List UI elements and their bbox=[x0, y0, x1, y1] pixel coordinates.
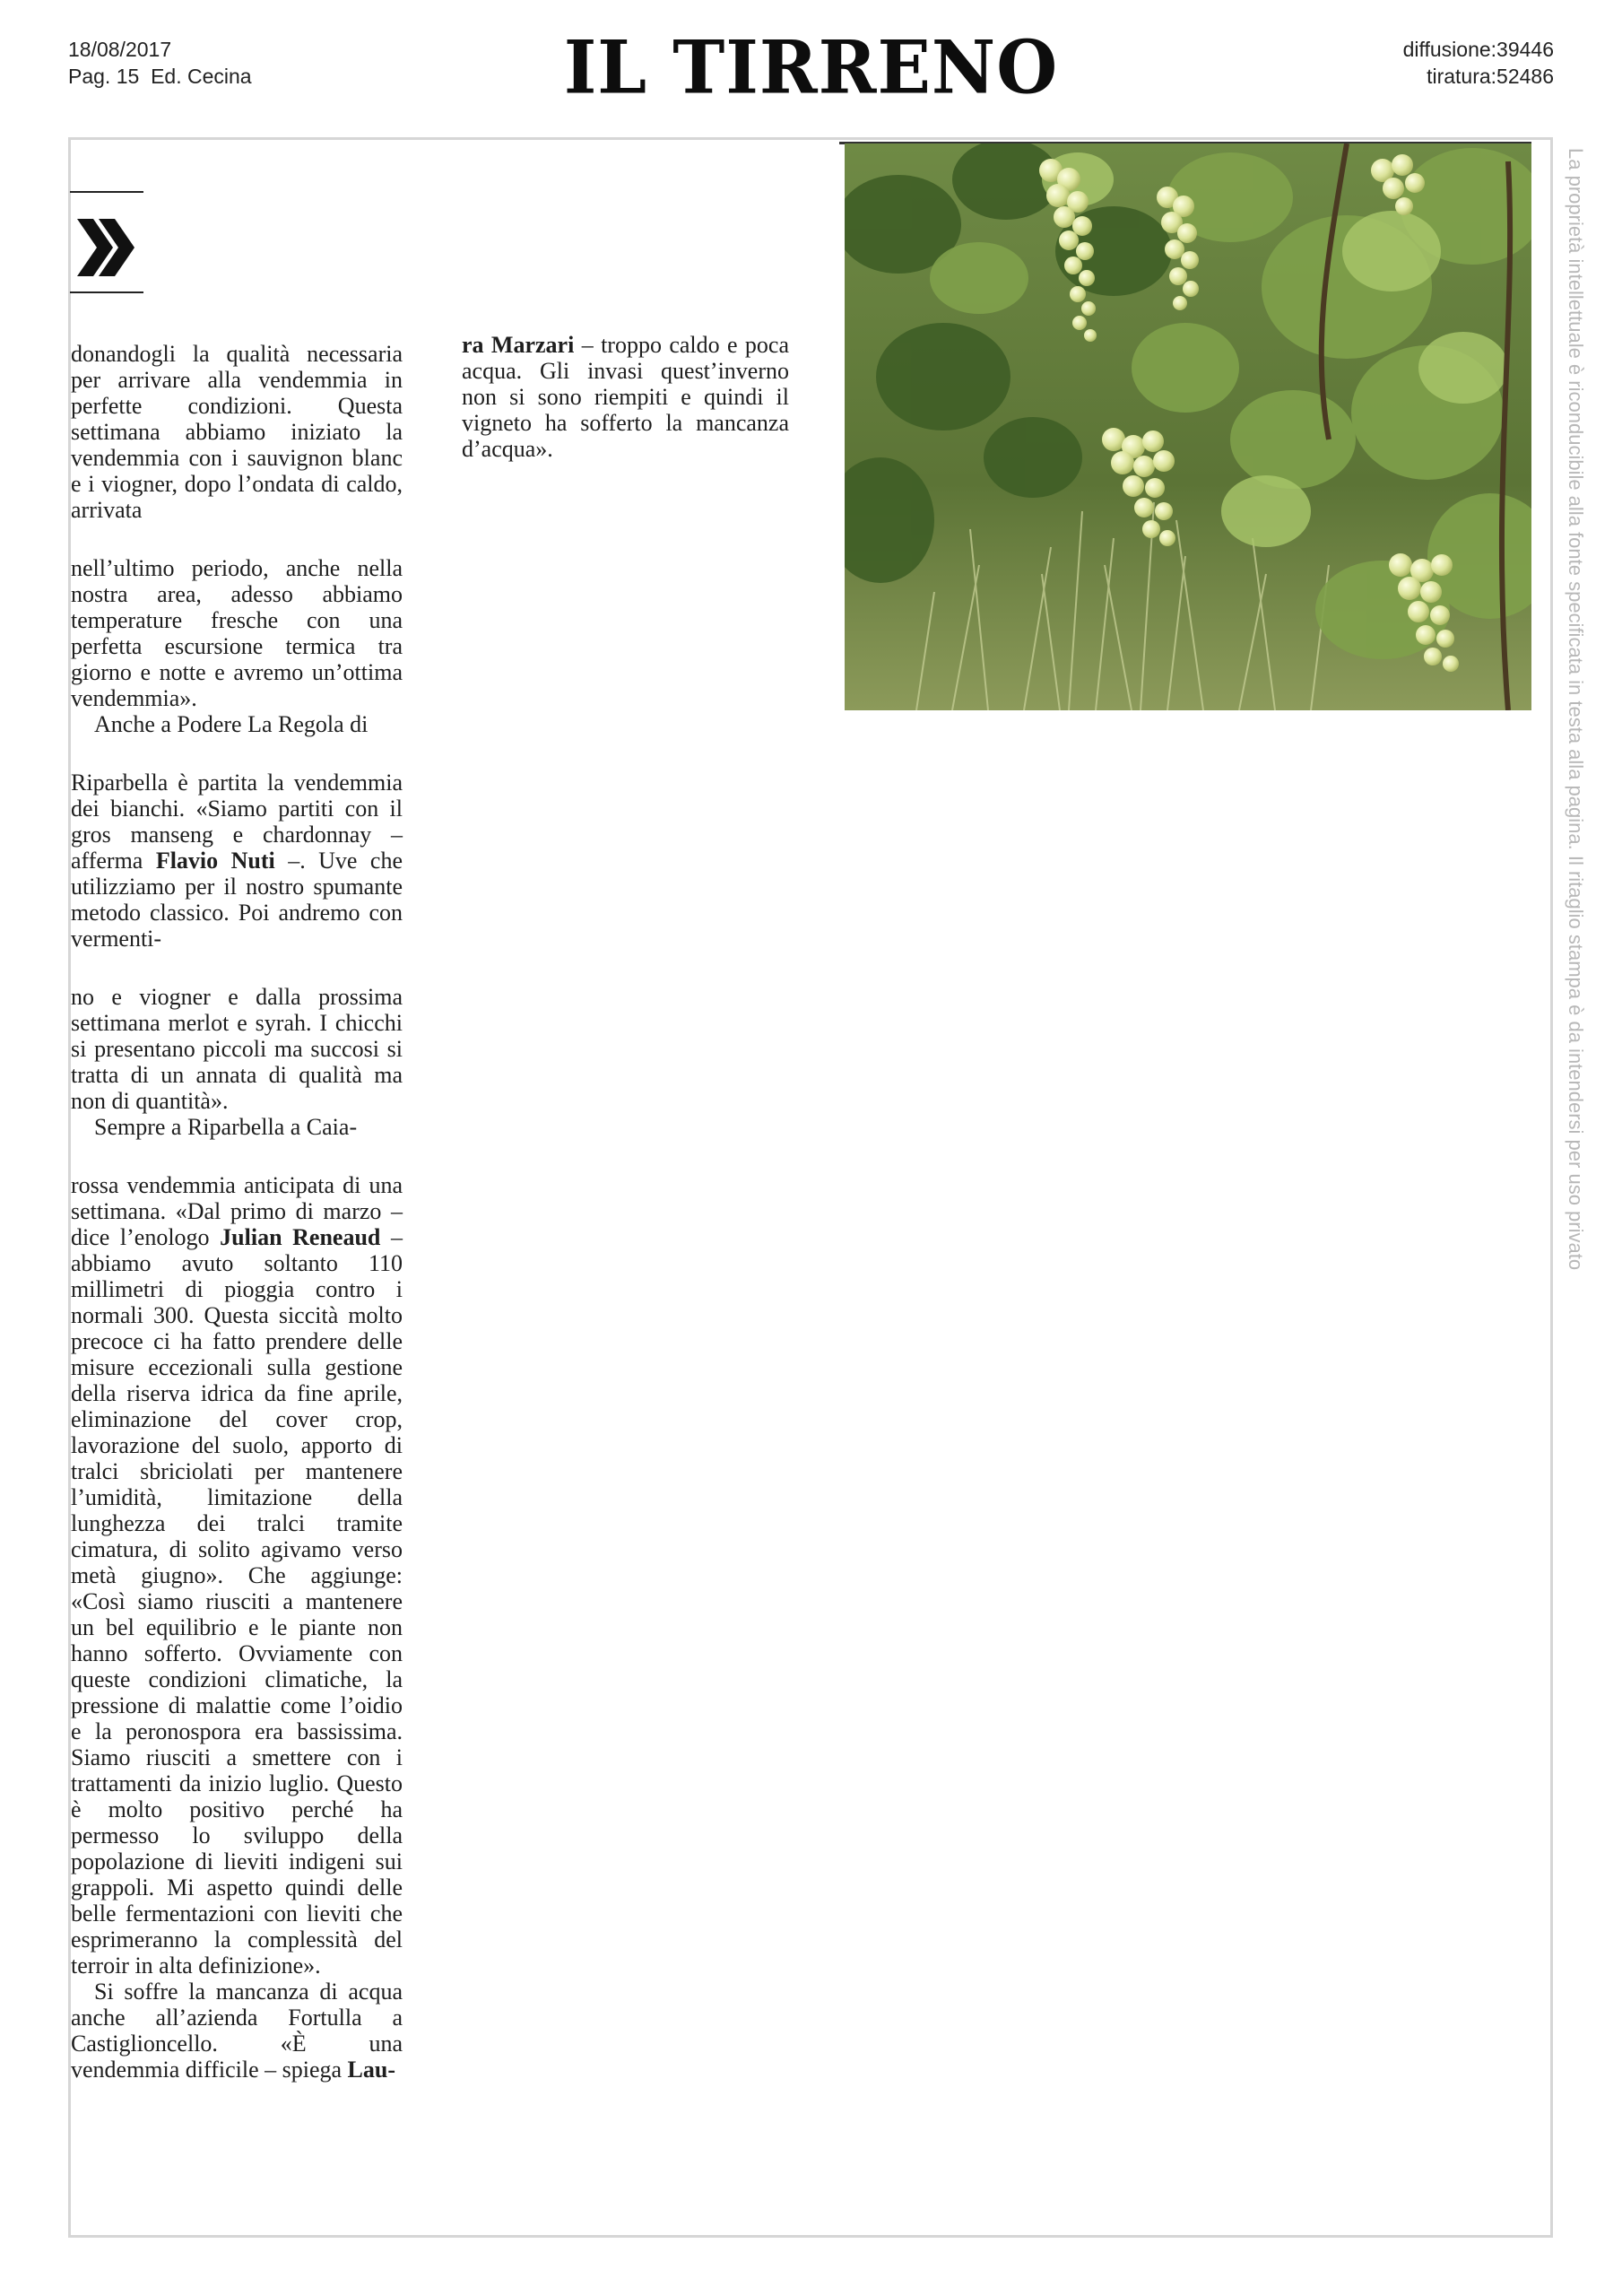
copyright-side-note bbox=[1562, 148, 1589, 1404]
person-name: Lau- bbox=[347, 2057, 396, 2083]
article-column-1 bbox=[71, 341, 403, 2083]
header-page: Pag. 15 bbox=[68, 65, 140, 88]
article-paragraph bbox=[71, 1979, 403, 2083]
double-chevron-right-icon bbox=[75, 215, 136, 280]
text-run: –. Uve che utilizziamo per il nostro spumante metodo classico. Poi andremo con vermenti- bbox=[71, 848, 403, 952]
marker-rule-top bbox=[70, 191, 143, 193]
article-column-2 bbox=[462, 332, 789, 462]
header-date: 18/08/2017 bbox=[68, 38, 172, 61]
grapevine-illustration bbox=[845, 144, 1531, 710]
article-paragraph bbox=[462, 332, 789, 462]
header-right bbox=[1403, 36, 1554, 90]
header-tiratura: tiratura:52486 bbox=[1427, 65, 1554, 88]
text-run: Riparbella è partita la vendemmia dei bianchi. «Siamo partiti con il gros manseng e chardonnay – afferma bbox=[71, 770, 403, 874]
person-name: Julian Reneaud bbox=[220, 1224, 381, 1250]
article-paragraph bbox=[71, 1172, 403, 1979]
text-run: rossa vendemmia anticipata di una settimana. «Dal primo di marzo – dice l’enologo bbox=[71, 1172, 403, 1250]
text-run: – troppo caldo e poca acqua. Gli invasi quest’inverno non si sono riempiti e quindi il vigneto ha sofferto la mancanza d’acqua». bbox=[462, 332, 789, 462]
header-edition: Ed. Cecina bbox=[151, 65, 252, 88]
article-paragraph: nell’ultimo periodo, anche nella nostra area, adesso abbiamo temperature fresche con una perfetta escursione termica tra giorno e notte e avremo un’ottima vendemmia». bbox=[71, 555, 403, 711]
header-diffusione: diffusione:39446 bbox=[1402, 38, 1554, 61]
newspaper-masthead: IL TIRRENO bbox=[563, 24, 1059, 111]
article-paragraph: donandogli la qualità necessaria per arrivare alla vendemmia in perfette condizioni. Questa settimana abbiamo iniziato la vendemmia con i sauvignon blanc e i viogner, dopo l’ondata di caldo, arrivata bbox=[71, 341, 403, 523]
copyright-text: La proprietà intellettuale è riconducibile alla fonte specificata in testa alla pagina. Il ritaglio stampa è da intendersi per uso privato bbox=[1565, 148, 1587, 1271]
person-name: ra Marzari bbox=[462, 332, 575, 358]
text-run: Si soffre la mancanza di acqua anche all’azienda Fortulla a Castiglioncello. «È una vendemmia difficile – spiega bbox=[71, 1979, 403, 2083]
article-paragraph: no e viogner e dalla prossima settimana merlot e syrah. I chicchi si presentano piccoli ma succosi si tratta di un annata di qualità ma non di quantità». bbox=[71, 984, 403, 1114]
person-name: Flavio Nuti bbox=[155, 848, 275, 874]
text-run: – abbiamo avuto soltanto 110 millimetri di pioggia contro i normali 300. Questa siccità molto precoce ci ha fatto prendere delle misure eccezionali sulla gestione della riserva idrica da fine aprile, eliminazione del cover crop, lavorazione del suolo, apporto di tralci sbriciolati per mantenere l’umidità, limitazione della lunghezza dei tralci tramite cimatura, di solito agivamo verso metà giugno». Che aggiunge: «Così siamo riusciti a mantenere un bel equilibrio e le piante non hanno sofferto. Ovviamente con queste condizioni climatiche, la pressione di malattie come l’oidio e la peronospora era bassissima. Siamo riusciti a smettere con i trattamenti da inizio luglio. Questo è molto positivo perché ha permesso lo sviluppo della popolazione di lieviti indigeni sui grappoli. Mi aspetto quindi delle belle fermentazioni con lieviti che esprimeranno la complessità del terroir in alta definizione». bbox=[71, 1224, 403, 1979]
article-paragraph bbox=[71, 770, 403, 952]
marker-rule-bottom bbox=[70, 291, 143, 293]
grapevine-photo bbox=[845, 144, 1531, 710]
article-paragraph: Anche a Podere La Regola di bbox=[94, 711, 369, 737]
article-paragraph: Sempre a Riparbella a Caia- bbox=[94, 1114, 358, 1140]
